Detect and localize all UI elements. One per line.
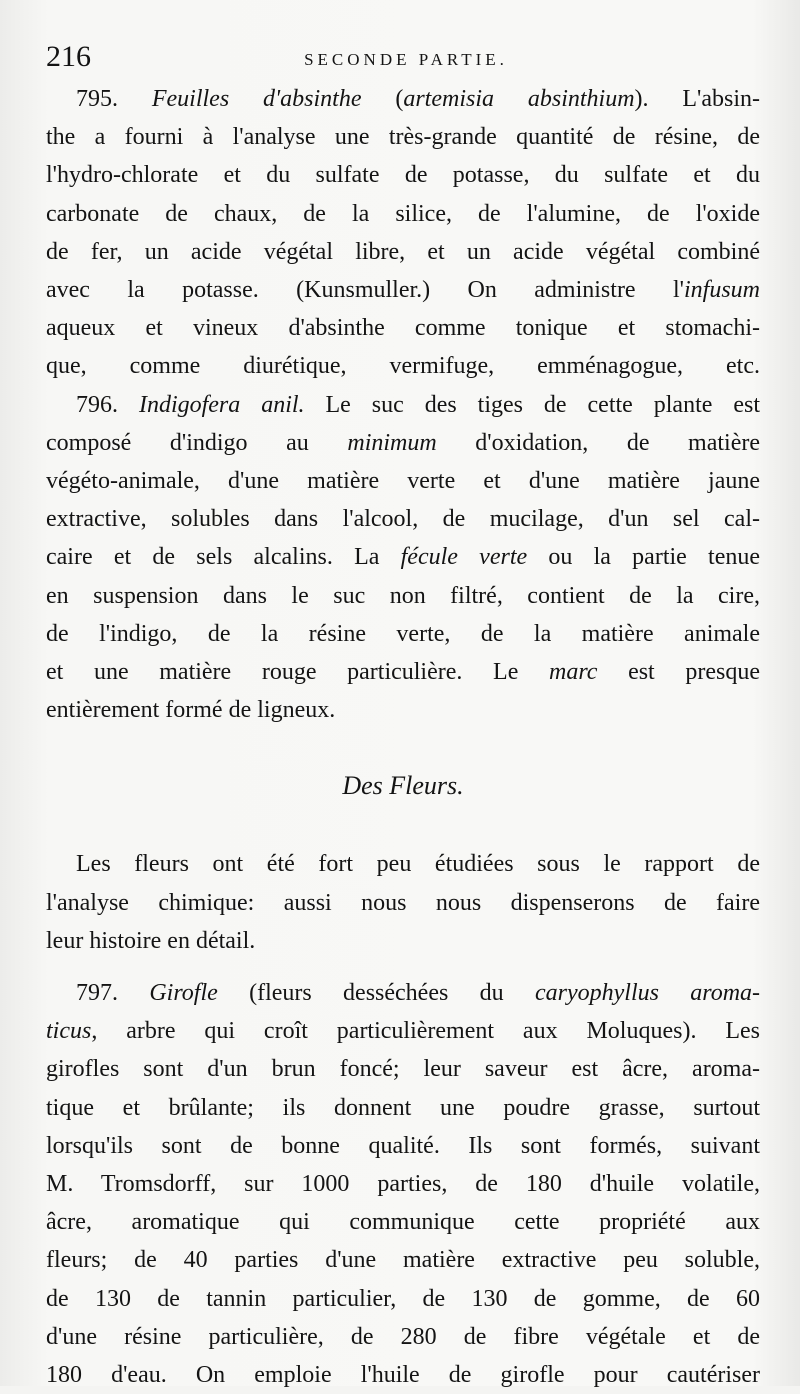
text-line: en suspension dans le suc non filtré, contient de la cire, <box>46 582 760 609</box>
text-line <box>46 653 760 691</box>
text-run: 796. <box>76 391 118 418</box>
paragraph-796 <box>46 386 760 730</box>
text-line <box>46 271 760 309</box>
text-run: Girofle <box>149 980 218 1007</box>
text-run: et une matière rouge particulière. Le <box>46 659 519 686</box>
text-run: infusum <box>683 277 760 304</box>
text-line: entièrement formé de ligneux. <box>46 697 336 724</box>
page-header <box>46 40 766 80</box>
text-run: 797. <box>76 980 118 1007</box>
text-line: carbonate de chaux, de la silice, de l'alumine, de l'oxide <box>46 200 760 227</box>
text-line: que, comme diurétique, vermifuge, emménagogue, etc. <box>46 353 760 380</box>
text-run: caire et de sels alcalins. La <box>46 544 380 571</box>
text-line <box>46 538 760 576</box>
text-line: de fer, un acide végétal libre, et un acide végétal combiné <box>46 238 760 265</box>
running-title: SECONDE PARTIE. <box>304 50 508 69</box>
text-line: leur histoire en détail. <box>46 927 256 954</box>
text-line <box>46 386 760 424</box>
paragraph-gap <box>46 960 760 974</box>
text-line: M. Tromsdorff, sur 1000 parties, de 180 d'huile volatile, <box>46 1171 760 1198</box>
text-line: de l'indigo, de la résine verte, de la matière animale <box>46 620 760 647</box>
section-title: Des Fleurs. <box>342 771 464 801</box>
text-line <box>46 974 760 1012</box>
paragraph-797 <box>46 974 760 1394</box>
text-run: (fleurs desséchées du <box>249 980 504 1007</box>
text-line: végéto-animale, d'une matière verte et d'une matière jaune <box>46 468 760 495</box>
text-run: ). L'absin- <box>634 86 761 112</box>
text-line <box>46 424 760 462</box>
text-run: d'oxidation, de matière <box>475 429 761 456</box>
body-text <box>46 80 760 1394</box>
text-run: caryophyllus aroma- <box>534 980 761 1007</box>
text-line <box>46 80 760 118</box>
text-run: ticus <box>46 1018 92 1045</box>
text-run: est presque <box>628 659 760 686</box>
section-intro <box>46 845 760 960</box>
text-line: extractive, solubles dans l'alcool, de mucilage, d'un sel cal- <box>46 506 760 533</box>
text-line: Les fleurs ont été fort peu étudiées sous le rapport de <box>76 851 760 878</box>
text-run: minimum <box>347 429 437 456</box>
text-line: the a fourni à l'analyse une très-grande quantité de résine, de <box>46 124 760 151</box>
text-run: avec la potasse. (Kunsmuller.) On administre l' <box>46 277 684 304</box>
text-run: composé d'indigo au <box>46 429 309 456</box>
page-number: 216 <box>46 40 91 73</box>
text-line: l'hydro-chlorate et du sulfate de potasse, du sulfate et du <box>46 162 760 189</box>
text-line: tique et brûlante; ils donnent une poudre grasse, surtout <box>46 1094 760 1121</box>
text-run: Indigofera anil. <box>138 391 305 418</box>
text-line: aqueux et vineux d'absinthe comme tonique et stomachi- <box>46 315 760 342</box>
text-run: fécule verte <box>400 544 528 571</box>
text-run: ( <box>395 86 404 112</box>
text-run: Le suc des tiges de cette plante est <box>325 391 761 418</box>
text-run: Feuilles d'absinthe <box>151 86 362 112</box>
text-run: artemisia absinthium <box>403 86 635 112</box>
text-run: ou la partie tenue <box>548 544 761 571</box>
text-run: , arbre qui croît particulièrement aux Moluques). Les <box>91 1018 760 1045</box>
text-line: l'analyse chimique: aussi nous nous dispenserons de faire <box>46 889 760 916</box>
text-line: fleurs; de 40 parties d'une matière extractive peu soluble, <box>46 1247 760 1274</box>
text-line: girofles sont d'un brun foncé; leur saveur est âcre, aroma- <box>46 1056 760 1083</box>
text-line: de 130 de tannin particulier, de 130 de gomme, de 60 <box>46 1285 760 1312</box>
text-line: âcre, aromatique qui communique cette propriété aux <box>46 1209 760 1236</box>
text-run: 795. <box>76 86 118 112</box>
text-line <box>46 1012 760 1050</box>
text-line: 180 d'eau. On emploie l'huile de girofle pour cautériser <box>46 1362 760 1389</box>
text-line: lorsqu'ils sont de bonne qualité. Ils sont formés, suivant <box>46 1132 760 1159</box>
text-line: d'une résine particulière, de 280 de fibre végétale et de <box>46 1323 760 1350</box>
paragraph-795 <box>46 80 760 386</box>
text-run: marc <box>548 659 598 686</box>
